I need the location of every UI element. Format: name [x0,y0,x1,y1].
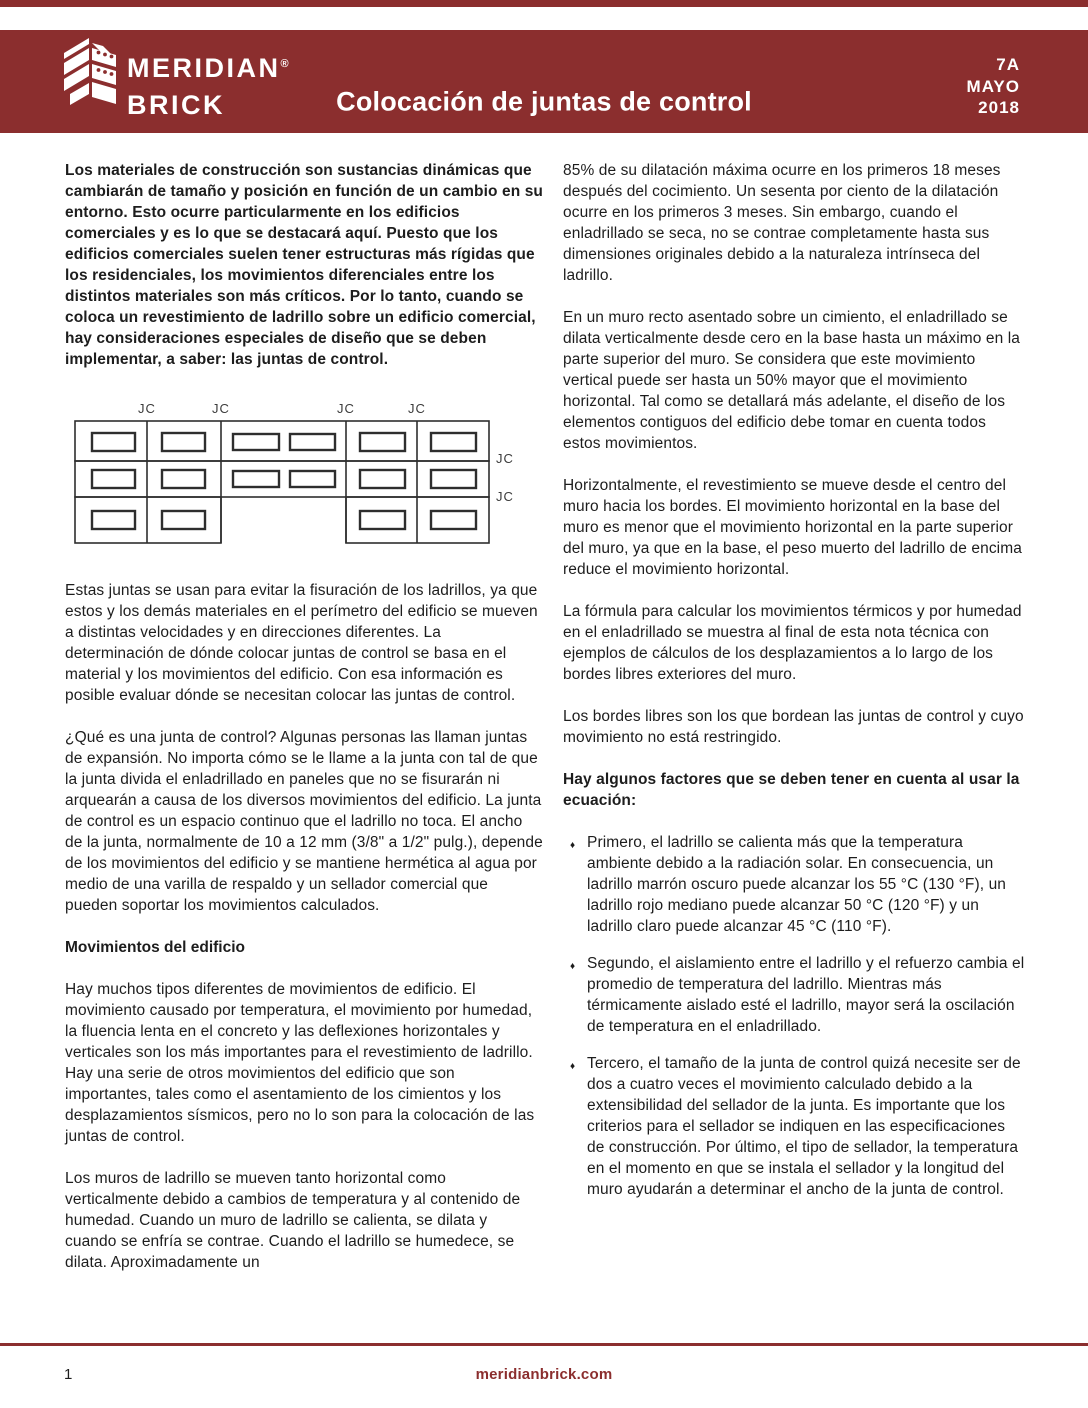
list-item-text: Tercero, el tamaño de la junta de control quizá necesite ser de dos a cuatro veces el movimiento calculado debido a la extensibilidad del sellador de la junta. Es importante que los criterios para el sellador se indiquen en las especificaciones de construcción. Por último, el tipo de sellador, la temperatura en el momento en que se instala el sellador y la longitud del muro ayudarán a determinar el ancho de la junta de control. [587,1055,1021,1198]
list-item [563,832,1025,937]
brick-stack-icon [62,37,118,125]
paragraph: 85% de su dilatación máxima ocurre en los primeros 18 meses después del cocimiento. Un sesenta por ciento de la dilatación ocurre en los primeros 3 meses. Sin embargo, cuando el enladrillado se seca, no se contrae completamente hasta sus dimensiones originales debido a la naturaleza intrínseca del ladrillo. [563,162,1001,284]
edition-code: 7A [996,55,1020,74]
logo-line2: BRICK [127,90,225,120]
website-link[interactable]: meridianbrick.com [475,1366,613,1383]
footer-divider [0,1343,1088,1346]
paragraph: ¿Qué es una junta de control? Algunas personas las llaman juntas de expansión. No importa cómo se le llame a la junta con tal de que la junta divida el enladrillado en paneles que no se fisurarán ni arquearán a causa de los diversos movimientos del edificio. La junta de control es un espacio continuo que el ladrillo no toca. El ancho de la junta, normalmente de 10 a 12 mm (3/8" a 1/2" pulg.), depende de los movimientos del edificio y se mantiene hermética al agua por medio de una varilla de respaldo y un sellador comercial que pueden soportar los movimientos calculados. [65,729,543,914]
list-item-text: Segundo, el aislamiento entre el ladrillo y el refuerzo cambia el promedio de temperatura del ladrillo. Mientras más térmicamente aislado esté el ladrillo, mayor será la oscilación de temperatura en el enladrillado. [587,955,1025,1035]
page-title: Colocación de juntas de control [336,86,752,117]
list-item [563,1053,1025,1200]
paragraph: Horizontalmente, el revestimiento se mueve desde el centro del muro hacia los bordes. El movimiento horizontal en la base del muro es menor que el movimiento horizontal en la parte superior del muro, ya que en la base, el peso muerto del ladrillo de encima reduce el movimiento horizontal. [563,477,1022,578]
factors-heading: Hay algunos factores que se deben tener en cuenta al usar la ecuación: [563,771,1020,809]
jc-label-top-4: JC [408,401,426,416]
edition-block [967,54,1020,119]
edition-year: 2018 [978,98,1020,117]
jc-label-top-3: JC [337,401,355,416]
jc-label-right-1: JC [496,451,514,466]
page-number: 1 [64,1366,73,1383]
paragraph: La fórmula para calcular los movimientos térmicos y por humedad en el enladrillado se muestra al final de esta nota técnica con ejemplos de cálculos de los desplazamientos a lo largo de los bordes libres exteriores del muro. [563,603,1022,683]
factors-list [563,832,1025,1200]
registered-mark: ® [280,58,289,70]
edition-month: MAYO [966,76,1020,96]
bullet-icon: ♦ [570,1061,576,1072]
left-column [65,160,543,1294]
control-joint-diagram [65,391,543,563]
paragraph: Los bordes libres son los que bordean las juntas de control y cuyo movimiento no está restringido. [563,708,1024,746]
section-heading-movimientos: Movimientos del edificio [65,939,245,956]
wall-windows [92,433,476,529]
paragraph: Hay muchos tipos diferentes de movimientos de edificio. El movimiento causado por temperatura, el movimiento por humedad, la fluencia lenta en el concreto y las deflexiones horizontales y verticales son los más importantes para el revestimiento de ladrillo. Hay una serie de otros movimientos del edificio que son importantes, tales como el asentamiento de los cimientos y los desplazamientos sísmicos, pero no lo son para la colocación de las juntas de control. [65,981,535,1145]
wall-outline [75,421,489,543]
jc-label-top-1: JC [138,401,156,416]
bullet-icon: ♦ [570,961,576,972]
list-item-text: Primero, el ladrillo se calienta más que la temperatura ambiente debido a la radiación solar. En consecuencia, un ladrillo marrón oscuro puede alcanzar los 55 °C (130 °F), un ladrillo rojo mediano puede alcanzar 50 °C (120 °F) y un ladrillo claro puede alcanzar 45 °C (110 °F). [587,834,1007,935]
paragraph: Estas juntas se usan para evitar la fisuración de los ladrillos, ya que estos y los demás materiales en el perímetro del edificio se mueven a distintas velocidades y en direcciones diferentes. La determinación de dónde colocar juntas de control se basa en el material y los movimientos del edificio. Con esa información es posible evaluar dónde se necesitan colocar las juntas de control. [65,582,538,704]
top-accent-bar [0,0,1088,7]
jc-label-right-2: JC [496,489,514,504]
logo-wordmark [127,46,289,124]
list-item [563,953,1025,1037]
document-body [65,160,1025,1294]
jc-label-top-2: JC [212,401,230,416]
paragraph: En un muro recto asentado sobre un cimiento, el enladrillado se dilata verticalmente desde cero en la base hasta un máximo en la parte superior del muro. Se considera que este movimiento vertical puede ser hasta un 50% mayor que el movimiento horizontal. Tal como se detallará más adelante, el diseño de los elementos contiguos del edificio debe tomar en cuenta todos estos movimientos. [563,309,1021,452]
intro-paragraph: Los materiales de construcción son sustancias dinámicas que cambiarán de tamaño y posición en función de un cambio en su entorno. Esto ocurre particularmente en los edificios comerciales y es lo que se destacará aquí. Puesto que los edificios comerciales suelen tener estructuras más rígidas que los residenciales, los movimientos diferenciales entre los distintos materiales son más críticos. Por lo tanto, cuando se coloca un revestimiento de ladrillo sobre un edificio comercial, hay consideraciones especiales de diseño que se deben implementar, a saber: las juntas de control. [65,162,543,368]
header-banner [0,30,1088,133]
logo-line1: MERIDIAN [127,53,281,83]
paragraph: Los muros de ladrillo se mueven tanto horizontal como verticalmente debido a cambios de temperatura y al contenido de humedad. Cuando un muro de ladrillo se calienta, se dilata y cuando se enfría se contrae. Cuando el ladrillo se humedece, se dilata. Aproximadamente un [65,1170,521,1271]
bullet-icon: ♦ [570,840,576,851]
meridian-brick-logo [62,37,289,125]
right-column [563,160,1025,1294]
